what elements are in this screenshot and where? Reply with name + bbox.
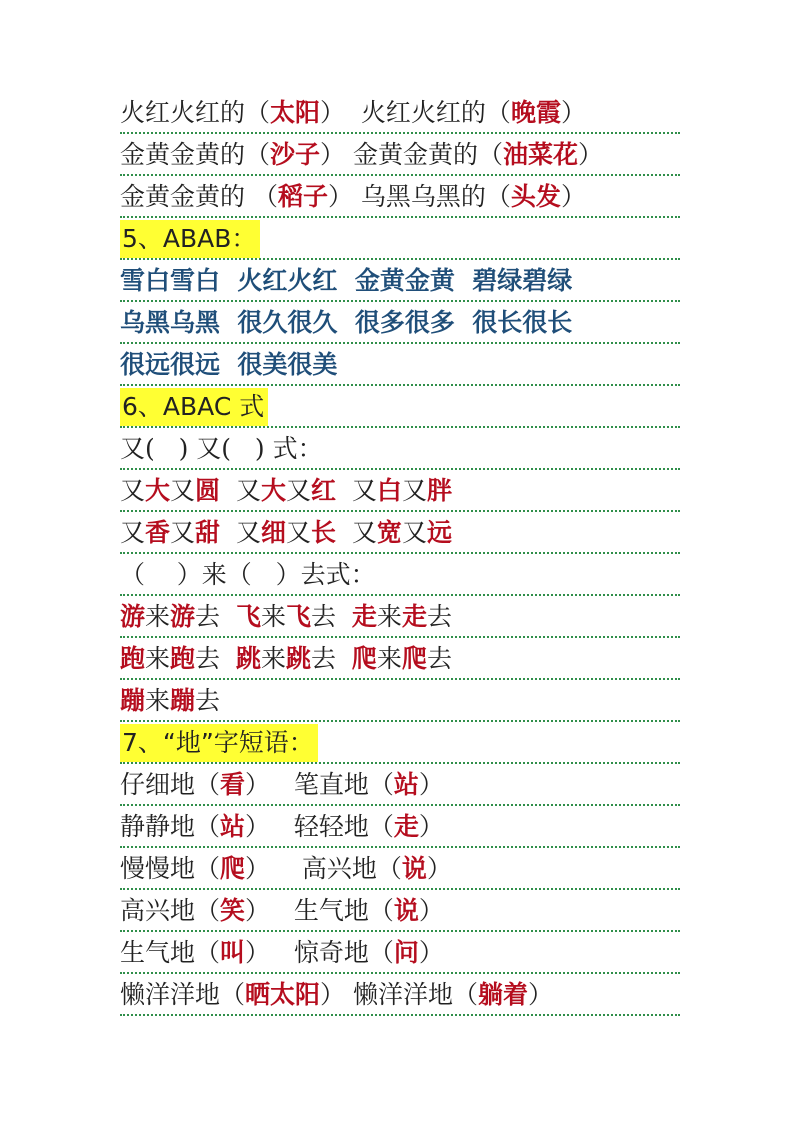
prompt-text: ） 乌黑乌黑的（ <box>327 182 511 211</box>
prompt-text: 又 <box>285 476 311 505</box>
answer-text: 看 <box>220 770 246 799</box>
worksheet-line <box>120 428 680 470</box>
answer-text: 笑 <box>220 896 246 925</box>
prompt-text: （ ）来（ ）去式： <box>120 560 376 589</box>
answer-text: 站 <box>393 770 419 799</box>
prompt-text: ） 懒洋洋地（ <box>320 980 478 1009</box>
prompt-text: 去 <box>311 602 352 631</box>
prompt-text: 仔细地（ <box>120 770 221 799</box>
worksheet-line <box>120 470 680 512</box>
section-heading <box>120 218 680 260</box>
answer-text: 跑 <box>170 644 196 673</box>
answer-text: 爬 <box>220 854 246 883</box>
section-heading <box>120 722 680 764</box>
answer-text: 蹦 <box>120 686 146 715</box>
worksheet-line <box>120 596 680 638</box>
prompt-text: ） 金黄金黄的（ <box>320 140 503 169</box>
answer-text: 晒太阳 <box>245 980 321 1009</box>
prompt-text: 金黄金黄的（ <box>120 140 271 169</box>
prompt-text: 又 <box>120 476 146 505</box>
worksheet-line <box>120 848 680 890</box>
worksheet-line <box>120 260 680 302</box>
prompt-text: ） 轻轻地（ <box>245 812 394 841</box>
prompt-text: 火红火红的（ <box>120 98 271 127</box>
prompt-text: 静静地（ <box>120 812 221 841</box>
prompt-text: 又 <box>336 518 377 547</box>
answer-text: 跳 <box>285 644 311 673</box>
answer-text: 躺着 <box>477 980 528 1009</box>
prompt-text: ） 惊奇地（ <box>245 938 394 967</box>
worksheet-line <box>120 302 680 344</box>
worksheet-line <box>120 134 680 176</box>
prompt-text: 慢慢地（ <box>120 854 221 883</box>
answer-text: 走 <box>351 602 377 631</box>
answer-text: 跑 <box>120 644 146 673</box>
section-heading <box>120 386 680 428</box>
answer-text: 晚霞 <box>510 98 561 127</box>
prompt-text: 金黄金黄的 （ <box>120 182 278 211</box>
prompt-text: ） <box>528 980 554 1009</box>
prompt-text: 去 <box>195 686 221 715</box>
answer-text: 宽 <box>376 518 402 547</box>
prompt-text: 又 <box>220 518 261 547</box>
worksheet <box>0 92 800 1016</box>
prompt-text: 去 <box>311 644 352 673</box>
worksheet-line <box>120 680 680 722</box>
prompt-text: 又 <box>285 518 311 547</box>
prompt-text: 来 <box>376 644 402 673</box>
prompt-text: 去 <box>195 602 236 631</box>
worksheet-line <box>120 932 680 974</box>
prompt-text: 去 <box>426 602 452 631</box>
answer-text: 细 <box>260 518 286 547</box>
answer-text: 稻子 <box>277 182 328 211</box>
prompt-text: ） 火红火红的（ <box>320 98 511 127</box>
answer-text: 沙子 <box>270 140 321 169</box>
prompt-text: 又 <box>220 476 261 505</box>
answer-text: 太阳 <box>270 98 321 127</box>
prompt-text: 来 <box>260 644 286 673</box>
prompt-text: ） 笔直地（ <box>245 770 394 799</box>
answer-text: 爬 <box>401 644 427 673</box>
worksheet-line <box>120 554 680 596</box>
answer-text: 大 <box>260 476 286 505</box>
prompt-text: ） <box>418 938 444 967</box>
answer-text: 说 <box>393 896 419 925</box>
worksheet-line <box>120 890 680 932</box>
answer-text: 飞 <box>235 602 261 631</box>
worksheet-line <box>120 638 680 680</box>
prompt-text: ） <box>418 770 444 799</box>
prompt-text: 来 <box>145 644 171 673</box>
answer-text: 叫 <box>220 938 246 967</box>
prompt-text: 又( ) 又( ) 式： <box>120 434 323 463</box>
vocab-text: 很远很远 很美很美 <box>120 350 338 379</box>
answer-text: 站 <box>220 812 246 841</box>
answer-text: 飞 <box>285 602 311 631</box>
prompt-text: ） <box>418 896 444 925</box>
section-heading-text: 7、“地”字短语： <box>120 724 318 762</box>
prompt-text: 来 <box>376 602 402 631</box>
prompt-text: 高兴地（ <box>120 896 221 925</box>
answer-text: 问 <box>393 938 419 967</box>
vocab-text: 乌黑乌黑 很久很久 很多很多 很长很长 <box>120 308 573 337</box>
answer-text: 红 <box>311 476 337 505</box>
prompt-text: 来 <box>145 686 171 715</box>
answer-text: 跳 <box>235 644 261 673</box>
answer-text: 香 <box>145 518 171 547</box>
prompt-text: 懒洋洋地（ <box>120 980 246 1009</box>
prompt-text: ） 生气地（ <box>245 896 394 925</box>
prompt-text: 来 <box>260 602 286 631</box>
prompt-text: 去 <box>426 644 452 673</box>
answer-text: 爬 <box>351 644 377 673</box>
section-heading-text: 6、ABAC 式 <box>120 388 268 426</box>
answer-text: 走 <box>401 602 427 631</box>
answer-text: 头发 <box>510 182 561 211</box>
answer-text: 大 <box>145 476 171 505</box>
answer-text: 胖 <box>426 476 452 505</box>
worksheet-line <box>120 764 680 806</box>
prompt-text: 又 <box>120 518 146 547</box>
prompt-text: 又 <box>401 518 427 547</box>
answer-text: 油菜花 <box>502 140 578 169</box>
answer-text: 说 <box>401 854 427 883</box>
prompt-text: ） <box>560 182 586 211</box>
prompt-text: 又 <box>170 476 196 505</box>
prompt-text: 又 <box>401 476 427 505</box>
answer-text: 蹦 <box>170 686 196 715</box>
prompt-text: 生气地（ <box>120 938 221 967</box>
prompt-text: ） 高兴地（ <box>245 854 402 883</box>
answer-text: 圆 <box>195 476 221 505</box>
worksheet-line <box>120 92 680 134</box>
prompt-text: ） <box>426 854 452 883</box>
prompt-text: 又 <box>170 518 196 547</box>
answer-text: 长 <box>311 518 337 547</box>
prompt-text: 又 <box>336 476 377 505</box>
answer-text: 白 <box>376 476 402 505</box>
section-heading-text: 5、ABAB： <box>120 220 260 258</box>
worksheet-line <box>120 176 680 218</box>
prompt-text: ） <box>578 140 604 169</box>
prompt-text: 去 <box>195 644 236 673</box>
prompt-text: 来 <box>145 602 171 631</box>
worksheet-line <box>120 512 680 554</box>
vocab-text: 雪白雪白 火红火红 金黄金黄 碧绿碧绿 <box>120 266 573 295</box>
answer-text: 走 <box>393 812 419 841</box>
prompt-text: ） <box>560 98 586 127</box>
answer-text: 甜 <box>195 518 221 547</box>
worksheet-line <box>120 344 680 386</box>
worksheet-line <box>120 806 680 848</box>
worksheet-line <box>120 974 680 1016</box>
answer-text: 游 <box>170 602 196 631</box>
prompt-text: ） <box>418 812 444 841</box>
answer-text: 游 <box>120 602 146 631</box>
answer-text: 远 <box>426 518 452 547</box>
